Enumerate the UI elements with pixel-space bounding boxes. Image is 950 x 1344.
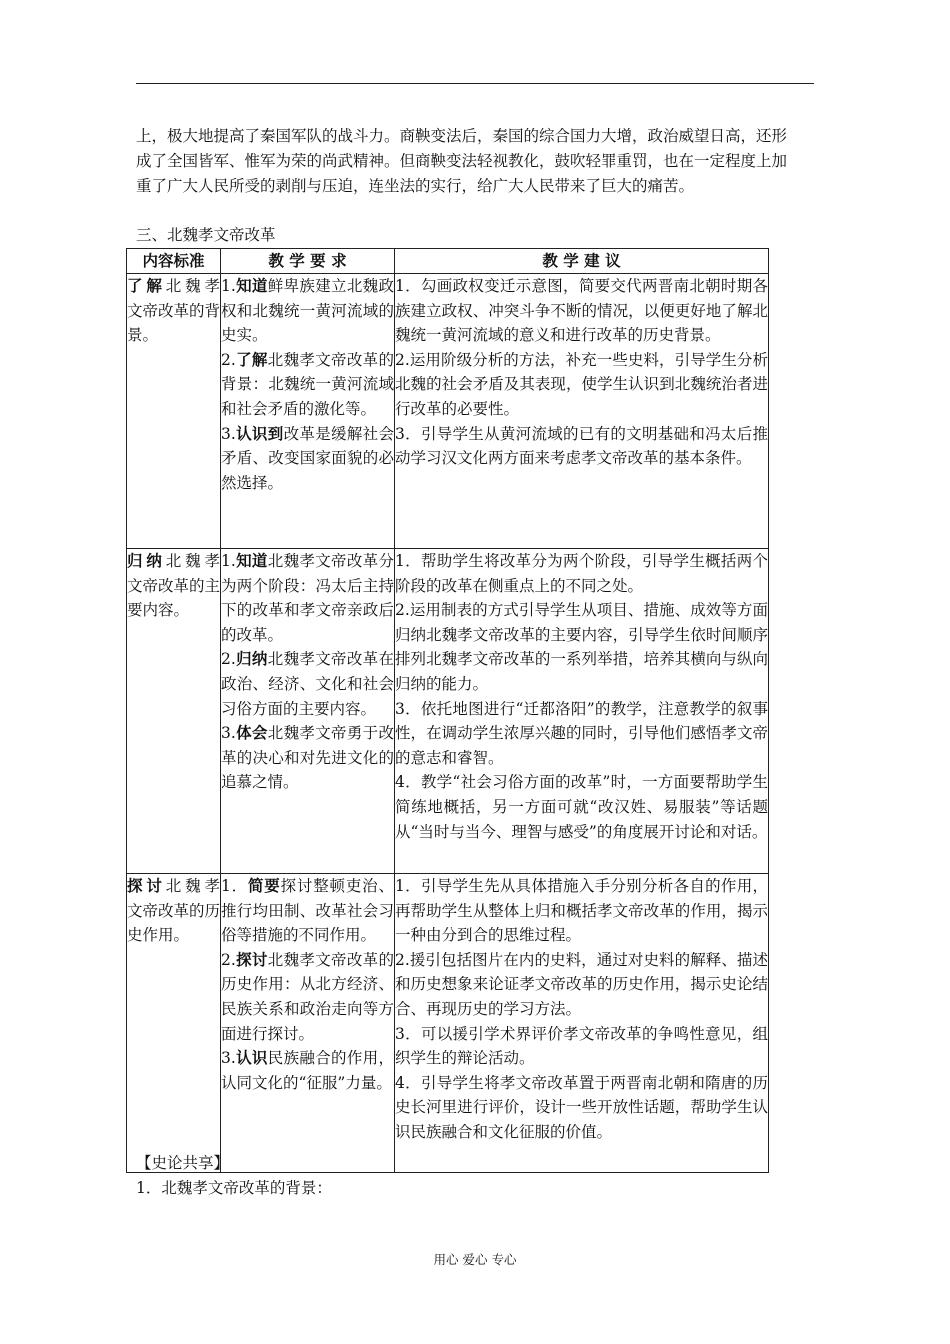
standard-keyword: 了解 — [127, 276, 166, 295]
header-rule — [136, 83, 814, 84]
intro-paragraph — [136, 124, 816, 199]
share-item: 1．北魏孝文帝改革的背景： — [136, 1179, 332, 1197]
standard-cell — [127, 874, 221, 1173]
requirements-cell — [221, 549, 395, 874]
standard-cell — [127, 549, 221, 874]
header-suggestions: 教 学 建 议 — [395, 249, 769, 274]
requirement-number: 3. — [221, 1049, 236, 1068]
requirement-item — [221, 274, 394, 348]
requirement-number: 2. — [221, 950, 236, 969]
standard-cell — [127, 274, 221, 549]
requirement-keyword: 简要 — [247, 876, 281, 895]
requirement-keyword: 知道 — [235, 551, 268, 570]
suggestion-item: 2.运用制表的方式引导学生从项目、措施、成效等方面归纳北魏孝文帝改革的主要内容，引导学生依时间顺序排列北魏孝文帝改革的一系列举措，培养其横向与纵向归纳的能力。 — [395, 601, 768, 693]
requirement-item — [221, 549, 394, 647]
standards-table — [126, 248, 769, 1173]
requirement-text: 北魏孝文帝改革的历史作用：从北方经济、民族关系和政治走向等方面进行探讨。 — [221, 950, 394, 1043]
standard-text: 北魏孝文帝改革的主要内容。 — [127, 552, 221, 620]
requirement-item — [221, 1046, 394, 1095]
suggestion-item: 3．引导学生从黄河流域的已有的文明基础和冯太后推动学习汉文化两方面来考虑孝文帝改革的基本条件。 — [395, 424, 768, 468]
suggestions-cell — [395, 874, 769, 1173]
suggestion-item: 1．帮助学生将改革分为两个阶段，引导学生概括两个阶段的改革在侧重点上的不同之处。 — [395, 552, 768, 595]
requirement-number: 2. — [221, 350, 236, 369]
requirement-text: 北魏孝文帝勇于改革的决心和对先进文化的追慕之情。 — [221, 724, 394, 792]
requirement-item — [221, 948, 394, 1046]
table-row — [127, 274, 769, 549]
requirement-item — [221, 647, 394, 721]
requirements-cell — [221, 274, 395, 549]
requirement-text: 探讨整顿吏治、推行均田制、改革社会习俗等措施的不同作用。 — [221, 877, 394, 945]
requirement-keyword: 知道 — [235, 276, 268, 295]
share-heading: 【史论共享】 — [136, 1154, 230, 1172]
requirements-cell — [221, 874, 395, 1173]
page-footer: 用心 爱心 专心 — [433, 1252, 517, 1267]
suggestion-item: 2.援引包括图片在内的史料，通过对史料的解释、描述和历史想象来论证孝文帝改革的历史作用，揭示史论结合、再现历史的学习方法。 — [395, 950, 768, 1018]
suggestion-item: 3．可以援引学术界评价孝文帝改革的争鸣性意见，组织学生的辩论活动。 — [395, 1024, 768, 1068]
suggestion-item: 1．勾画政权变迁示意图，简要交代两晋南北朝时期各族建立政权、冲突斗争不断的情况，以便更好地了解北魏统一黄河流域的意义和进行改革的历史背景。 — [395, 277, 768, 345]
requirement-number: 1． — [221, 877, 248, 895]
suggestions-cell — [395, 274, 769, 549]
requirement-text: 北魏孝文帝改革在政治、经济、文化和社会习俗方面的主要内容。 — [221, 650, 394, 718]
table-row — [127, 549, 769, 874]
intro-line: 上，极大地提高了秦国军队的战斗力。商鞅变法后，秦国的综合国力大增，政治威望日高，还形 — [136, 127, 788, 145]
section-title: 三、北魏孝文帝改革 — [136, 226, 276, 244]
requirement-number: 2. — [221, 650, 236, 669]
requirement-keyword: 认识到 — [235, 423, 284, 443]
requirement-keyword: 探讨 — [235, 949, 268, 969]
requirement-item — [221, 422, 394, 496]
requirement-item — [221, 721, 394, 795]
header-standard: 内容标准 — [127, 249, 221, 274]
requirement-keyword: 归纳 — [235, 649, 268, 669]
table-row — [127, 874, 769, 1173]
requirement-text: 改革是缓解社会矛盾、改变国家面貌的必然选择。 — [221, 424, 394, 492]
requirement-text: 民族融合的作用，认同文化的“征服”力量。 — [221, 1049, 394, 1092]
suggestion-item: 3．依托地图进行“迁都洛阳”的教学，注意教学的叙事性，在调动学生浓厚兴趣的同时，引导他们感悟孝文帝的意志和睿智。 — [395, 699, 768, 767]
suggestion-item: 2.运用阶级分析的方法，补充一些史料，引导学生分析北魏的社会矛盾及其表现，使学生认识到北魏统治者进行改革的必要性。 — [395, 350, 768, 418]
suggestion-item: 4．教学“社会习俗方面的改革”时，一方面要帮助学生简练地概括，另一方面可就“改汉姓、易服装”等话题从“当时与当今、理智与感受”的角度展开讨论和对话。 — [395, 773, 768, 841]
standard-keyword: 归纳 — [127, 551, 166, 570]
standard-keyword: 探讨 — [127, 876, 166, 895]
header-requirements: 教 学 要 求 — [221, 249, 395, 274]
requirement-text: 北魏孝文帝改革分为两个阶段：冯太后主持下的改革和孝文帝亲政后的改革。 — [221, 552, 394, 644]
suggestions-cell — [395, 549, 769, 874]
requirement-text: 北魏孝文帝改革的背景：北魏统一黄河流域和社会矛盾的激化等。 — [221, 350, 394, 418]
requirement-number: 1. — [221, 552, 236, 570]
requirement-item — [221, 348, 394, 422]
requirement-number: 1. — [221, 277, 236, 295]
intro-line: 成了全国皆军、惟军为荣的尚武精神。但商鞅变法轻视教化，鼓吹轻罪重罚，也在一定程度上加 — [136, 152, 788, 170]
standard-text: 北魏孝文帝改革的背景。 — [127, 277, 221, 345]
suggestion-item: 4．引导学生将孝文帝改革置于两晋南北朝和隋唐的历史长河里进行评价，设计一些开放性话题，帮助学生认识民族融合和文化征服的价值。 — [395, 1073, 768, 1141]
intro-line: 重了广大人民所受的剥削与压迫，连坐法的实行，给广大人民带来了巨大的痛苦。 — [136, 177, 695, 195]
requirement-number: 3. — [221, 724, 236, 743]
requirement-keyword: 了解 — [235, 349, 268, 369]
requirement-keyword: 体会 — [235, 723, 268, 743]
requirement-text: 鲜卑族建立北魏政权和北魏统一黄河流域的史实。 — [221, 277, 394, 345]
table-header-row — [127, 249, 769, 274]
requirement-keyword: 认识 — [235, 1048, 268, 1068]
suggestion-item: 1．引导学生先从具体措施入手分别分析各自的作用，再帮助学生从整体上归和概括孝文帝改革的作用，揭示一种由分到合的思维过程。 — [395, 877, 768, 945]
requirement-item — [221, 874, 394, 948]
standard-text: 北魏孝文帝改革的历史作用。 — [127, 877, 221, 945]
requirement-number: 3. — [221, 424, 236, 443]
